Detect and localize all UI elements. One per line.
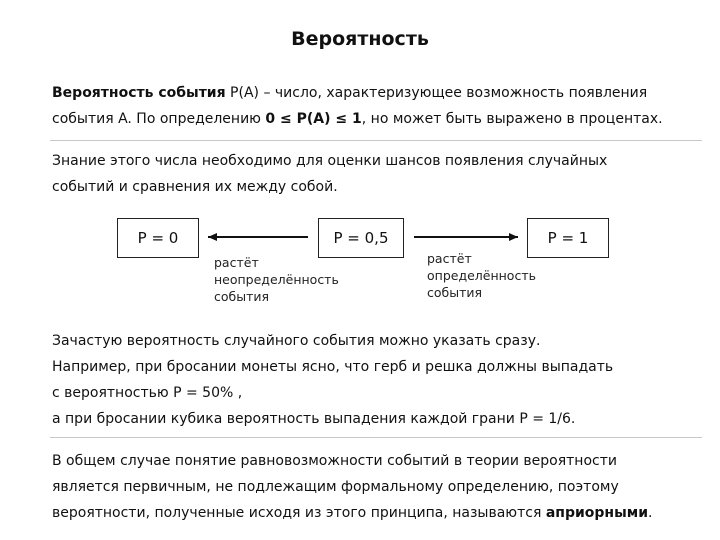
examples-line-1: Зачастую вероятность случайного события можно указать сразу.	[52, 333, 541, 349]
uncertainty-note	[214, 254, 339, 305]
note-line: события	[427, 285, 483, 300]
conclusion-line-1: В общем случае понятие равновозможности событий в теории вероятности	[52, 453, 617, 469]
conclusion-period: .	[648, 505, 653, 521]
conclusion-line-3	[52, 500, 702, 526]
note-line: события	[214, 289, 270, 304]
certainty-note	[427, 250, 536, 301]
examples-line-3: с вероятностью P = 50% ,	[52, 385, 243, 401]
note-line: неопределённость	[214, 272, 339, 287]
conclusion-text: вероятности, полученные исходя из этого принципа, называются	[52, 505, 546, 521]
examples-line-2: Например, при бросании монеты ясно, что герб и решка должны выпадать	[52, 359, 614, 375]
note-line: растёт	[214, 255, 259, 270]
definition-term: Вероятность события	[52, 85, 226, 101]
note-line: растёт	[427, 251, 472, 266]
conclusion-line-2: является первичным, не подлежащим формальному определению, поэтому	[52, 479, 619, 495]
importance-line-1: Знание этого числа необходимо для оценки шансов появления случайных	[52, 153, 608, 169]
note-line: определённость	[427, 268, 536, 283]
probability-half-box: P = 0,5	[318, 218, 404, 258]
definition-text: P(A) – число, характеризующее возможность появления	[225, 85, 648, 101]
importance-line-2: событий и сравнения их между собой.	[52, 179, 338, 195]
examples-line-4: а при бросании кубика вероятность выпадения каждой грани P = 1/6.	[52, 411, 576, 427]
conclusion-paragraph	[52, 448, 702, 526]
probability-one-box: P = 1	[527, 218, 609, 258]
page-title: Вероятность	[291, 28, 429, 50]
definition-text-2: события A. По определению	[52, 111, 266, 127]
probability-zero-box: P = 0	[117, 218, 199, 258]
a-priori-term: априорными	[545, 505, 649, 521]
definition-text-3: , но может быть выражено в процентах.	[361, 111, 663, 127]
probability-range: 0 ≤ P(A) ≤ 1	[265, 111, 362, 127]
examples-paragraph	[52, 328, 702, 432]
